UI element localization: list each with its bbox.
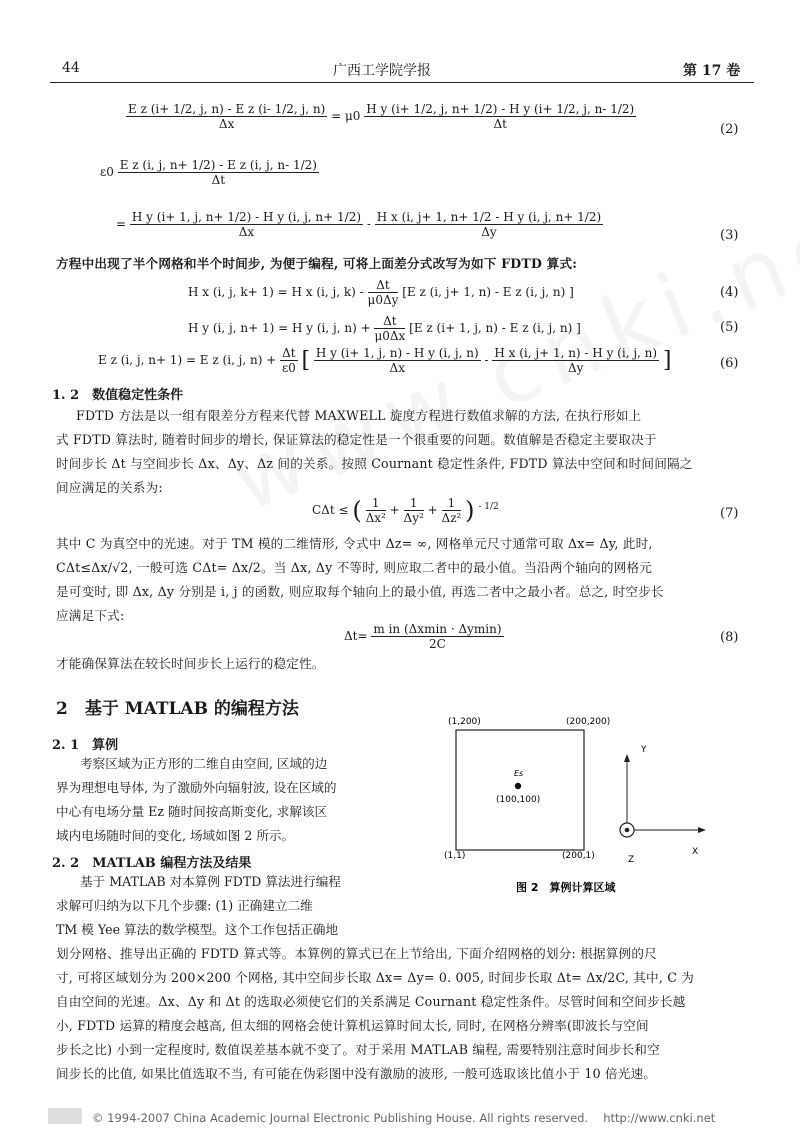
paragraph-line: 间步长的比值, 如果比值选取不当, 有可能在伪彩图中没有激励的波形, 一般可选取该比值小于 10 倍光速。 <box>56 1066 657 1081</box>
paragraph-line: TM 模 Yee 算法的数学模型。这个工作包括正确地 <box>56 922 339 937</box>
paragraph-line: 时间步长 Δt 与空间步长 Δx、Δy、Δz 间的关系。按照 Cournant 稳定性条件, FDTD 算法中空间和时间间隔之 <box>56 456 693 471</box>
equation-2: $\frac{\text{E z (i+ 1/2, j, n) - E z (i- 1/2, j, n)}}{\Delta x}$ = μ0 $\frac{\text{H y (i+ 1/2, j, n+ 1/2) - H y (i+ 1/2, j, n- 1/2)}}{\Delta t}$ <box>128 102 635 131</box>
corner-top-left: (1,200) <box>448 717 481 727</box>
equation-3-rhs: = $\frac{\text{H y (i+ 1, j, n+ 1/2) - H y (i, j, n+ 1/2)}}{\Delta x}$ - $\frac{\text{H x (i, j+ 1, n+ 1/2 - H y (i, j, n+ 1/2)}}{\Delta y}$ <box>116 210 602 239</box>
paragraph-line: 小, FDTD 运算的精度会越高, 但太细的网格会使计算机运算时间太长, 同时, 在网格分辨率(即波长与空间 <box>56 1018 649 1033</box>
corner-top-right: (200,200) <box>566 717 611 727</box>
z-axis-label: Z <box>628 855 635 865</box>
paragraph-line: 自由空间的光速。Δx、Δy 和 Δt 的选取必须使它们的关系满足 Cournant 稳定性条件。尽管时间和空间步长越 <box>56 994 686 1009</box>
page-number: 44 <box>62 60 80 76</box>
source-label: Es <box>514 769 524 778</box>
paragraph-line: 才能确保算法在较长时间步长上运行的稳定性。 <box>56 656 325 671</box>
equation-number-7: (7) <box>720 506 739 521</box>
equation-4: H x (i, j, k+ 1) = H x (i, j, k) - $\frac{\Delta t}{\mu 0\Delta y}$ [E z (i, j+ 1, n) - E z (i, j, n) ] <box>188 278 574 307</box>
paragraph-line: 考察区域为正方形的二维自由空间, 区域的边 <box>80 756 328 771</box>
y-axis-arrow <box>624 754 630 762</box>
paragraph-line: CΔt≤Δx/√2, 一般可选 CΔt= Δx/2。当 Δx, Δy 不等时, 则应取二者中的最小值。当沿两个轴向的网格元 <box>56 560 653 575</box>
equation-number-3: (3) <box>720 228 739 243</box>
paragraph-line: 中心有电场分量 Ez 随时间按高斯变化, 求解该区 <box>56 804 328 819</box>
source-point <box>515 783 521 789</box>
volume-label: 第 17 卷 <box>683 63 741 79</box>
paragraph-line: 划分网格、推导出正确的 FDTD 算式等。本算例的算式已在上节给出, 下面介绍网格的划分: 根据算例的尺 <box>56 946 657 961</box>
domain-square <box>456 730 584 850</box>
paragraph-line: 寸, 可将区域划分为 200×200 个网格, 其中空间步长取 Δx= Δy= 0. 005, 时间步长取 Δt= Δx/2C, 其中, C 为 <box>56 970 695 985</box>
section-2-heading: 2 基于 MATLAB 的编程方法 <box>56 699 299 719</box>
equation-number-5: (5) <box>720 320 739 335</box>
paragraph-line: 步长之比) 小到一定程度时, 数值误差基本就不变了。对于采用 MATLAB 编程, 需要特别注意时间步长和空 <box>56 1042 660 1057</box>
x-axis-arrow <box>698 827 706 833</box>
center-label: (100,100) <box>496 795 541 805</box>
corner-bottom-right: (200,1) <box>562 851 595 861</box>
x-axis-label: X <box>692 847 699 857</box>
paragraph-line: 基于 MATLAB 对本算例 FDTD 算法进行编程 <box>80 874 341 889</box>
header-rule <box>50 82 754 83</box>
corner-bottom-left: (1,1) <box>444 851 466 861</box>
paragraph-line: 求解可归纳为以下几个步骤: (1) 正确建立二维 <box>56 898 313 913</box>
equation-number-6: (6) <box>720 356 739 371</box>
paragraph-line: 应满足下式: <box>56 608 125 623</box>
equation-8: Δt= $\frac{\text{m in (Δxmin · Δymin)}}{2C}$ <box>344 622 502 651</box>
section-1-2-heading: 1. 2 数值稳定性条件 <box>52 388 184 403</box>
equation-intro: 方程中出现了半个网格和半个时间步, 为便于编程, 可将上面差分式改写为如下 FDTD 算式: <box>56 256 578 271</box>
y-axis-label: Y <box>641 745 647 755</box>
paragraph-line: 其中 C 为真空中的光速。对于 TM 模的二维情形, 令式中 Δz= ∞, 网格单元尺寸通常可取 Δx= Δy, 此时, <box>56 536 653 551</box>
section-2-2-heading: 2. 2 MATLAB 编程方法及结果 <box>52 856 252 871</box>
paragraph-line: 界为理想电导体, 为了激励外向辐射波, 设在区域的 <box>56 780 337 795</box>
equation-number-4: (4) <box>720 285 739 300</box>
equation-7: CΔt ≤ ( $\frac{1}{\text{Δx²}}$ + $\frac{1}{\text{Δy²}}$ + $\frac{1}{\text{Δz²}}$ ) $^{- 1/2}$ <box>312 496 499 525</box>
journal-title: 广西工学院学报 <box>333 63 431 79</box>
equation-number-8: (8) <box>720 630 739 645</box>
figure-2 <box>430 712 750 912</box>
section-2-1-heading: 2. 1 算例 <box>52 738 119 753</box>
paragraph-line: 域内电场随时间的变化, 场域如图 2 所示。 <box>56 828 295 843</box>
paragraph-line: 间应满足的关系为: <box>56 480 163 495</box>
equation-number-2: (2) <box>720 122 739 137</box>
figure-caption: 图 2 算例计算区域 <box>516 881 616 894</box>
publisher-logo <box>48 1108 82 1124</box>
paragraph-line: 式 FDTD 算法时, 随着时间步的增长, 保证算法的稳定性是一个很重要的问题。数值解是否稳定主要取决于 <box>56 432 657 447</box>
equation-3-lhs: ε0 $\frac{\text{E z (i, j, n+ 1/2) - E z (i, j, n- 1/2)}}{\Delta t}$ <box>100 158 317 187</box>
equation-5: H y (i, j, n+ 1) = H y (i, j, n) + $\frac{\Delta t}{\mu 0\Delta x}$ [E z (i+ 1, j, n) - E z (i, j, n) ] <box>188 314 581 343</box>
paragraph-line: FDTD 方法是以一组有限差分方程来代替 MAXWELL 旋度方程进行数值求解的方法, 在执行形如上 <box>76 408 642 423</box>
equation-6: E z (i, j, n+ 1) = E z (i, j, n) + $\frac{\Delta t}{\varepsilon 0}$ [ $\frac{\text{H y (i+ 1, j, n) - H y (i, j, n)}}{\Delta x}$ - $\frac{\text{H x (i, j+ 1, n) - H y (i, j, n)}}{\Delta y}$ ] <box>98 346 672 375</box>
paragraph-line: 是可变时, 即 Δx, Δy 分别是 i, j 的函数, 则应取每个轴向上的最小值, 再选二者中之最小者。总之, 时空步长 <box>56 584 664 599</box>
copyright-footer: © 1994-2007 China Academic Journal Electronic Publishing House. All rights reserved. http://www.cnki.net <box>92 1111 716 1125</box>
